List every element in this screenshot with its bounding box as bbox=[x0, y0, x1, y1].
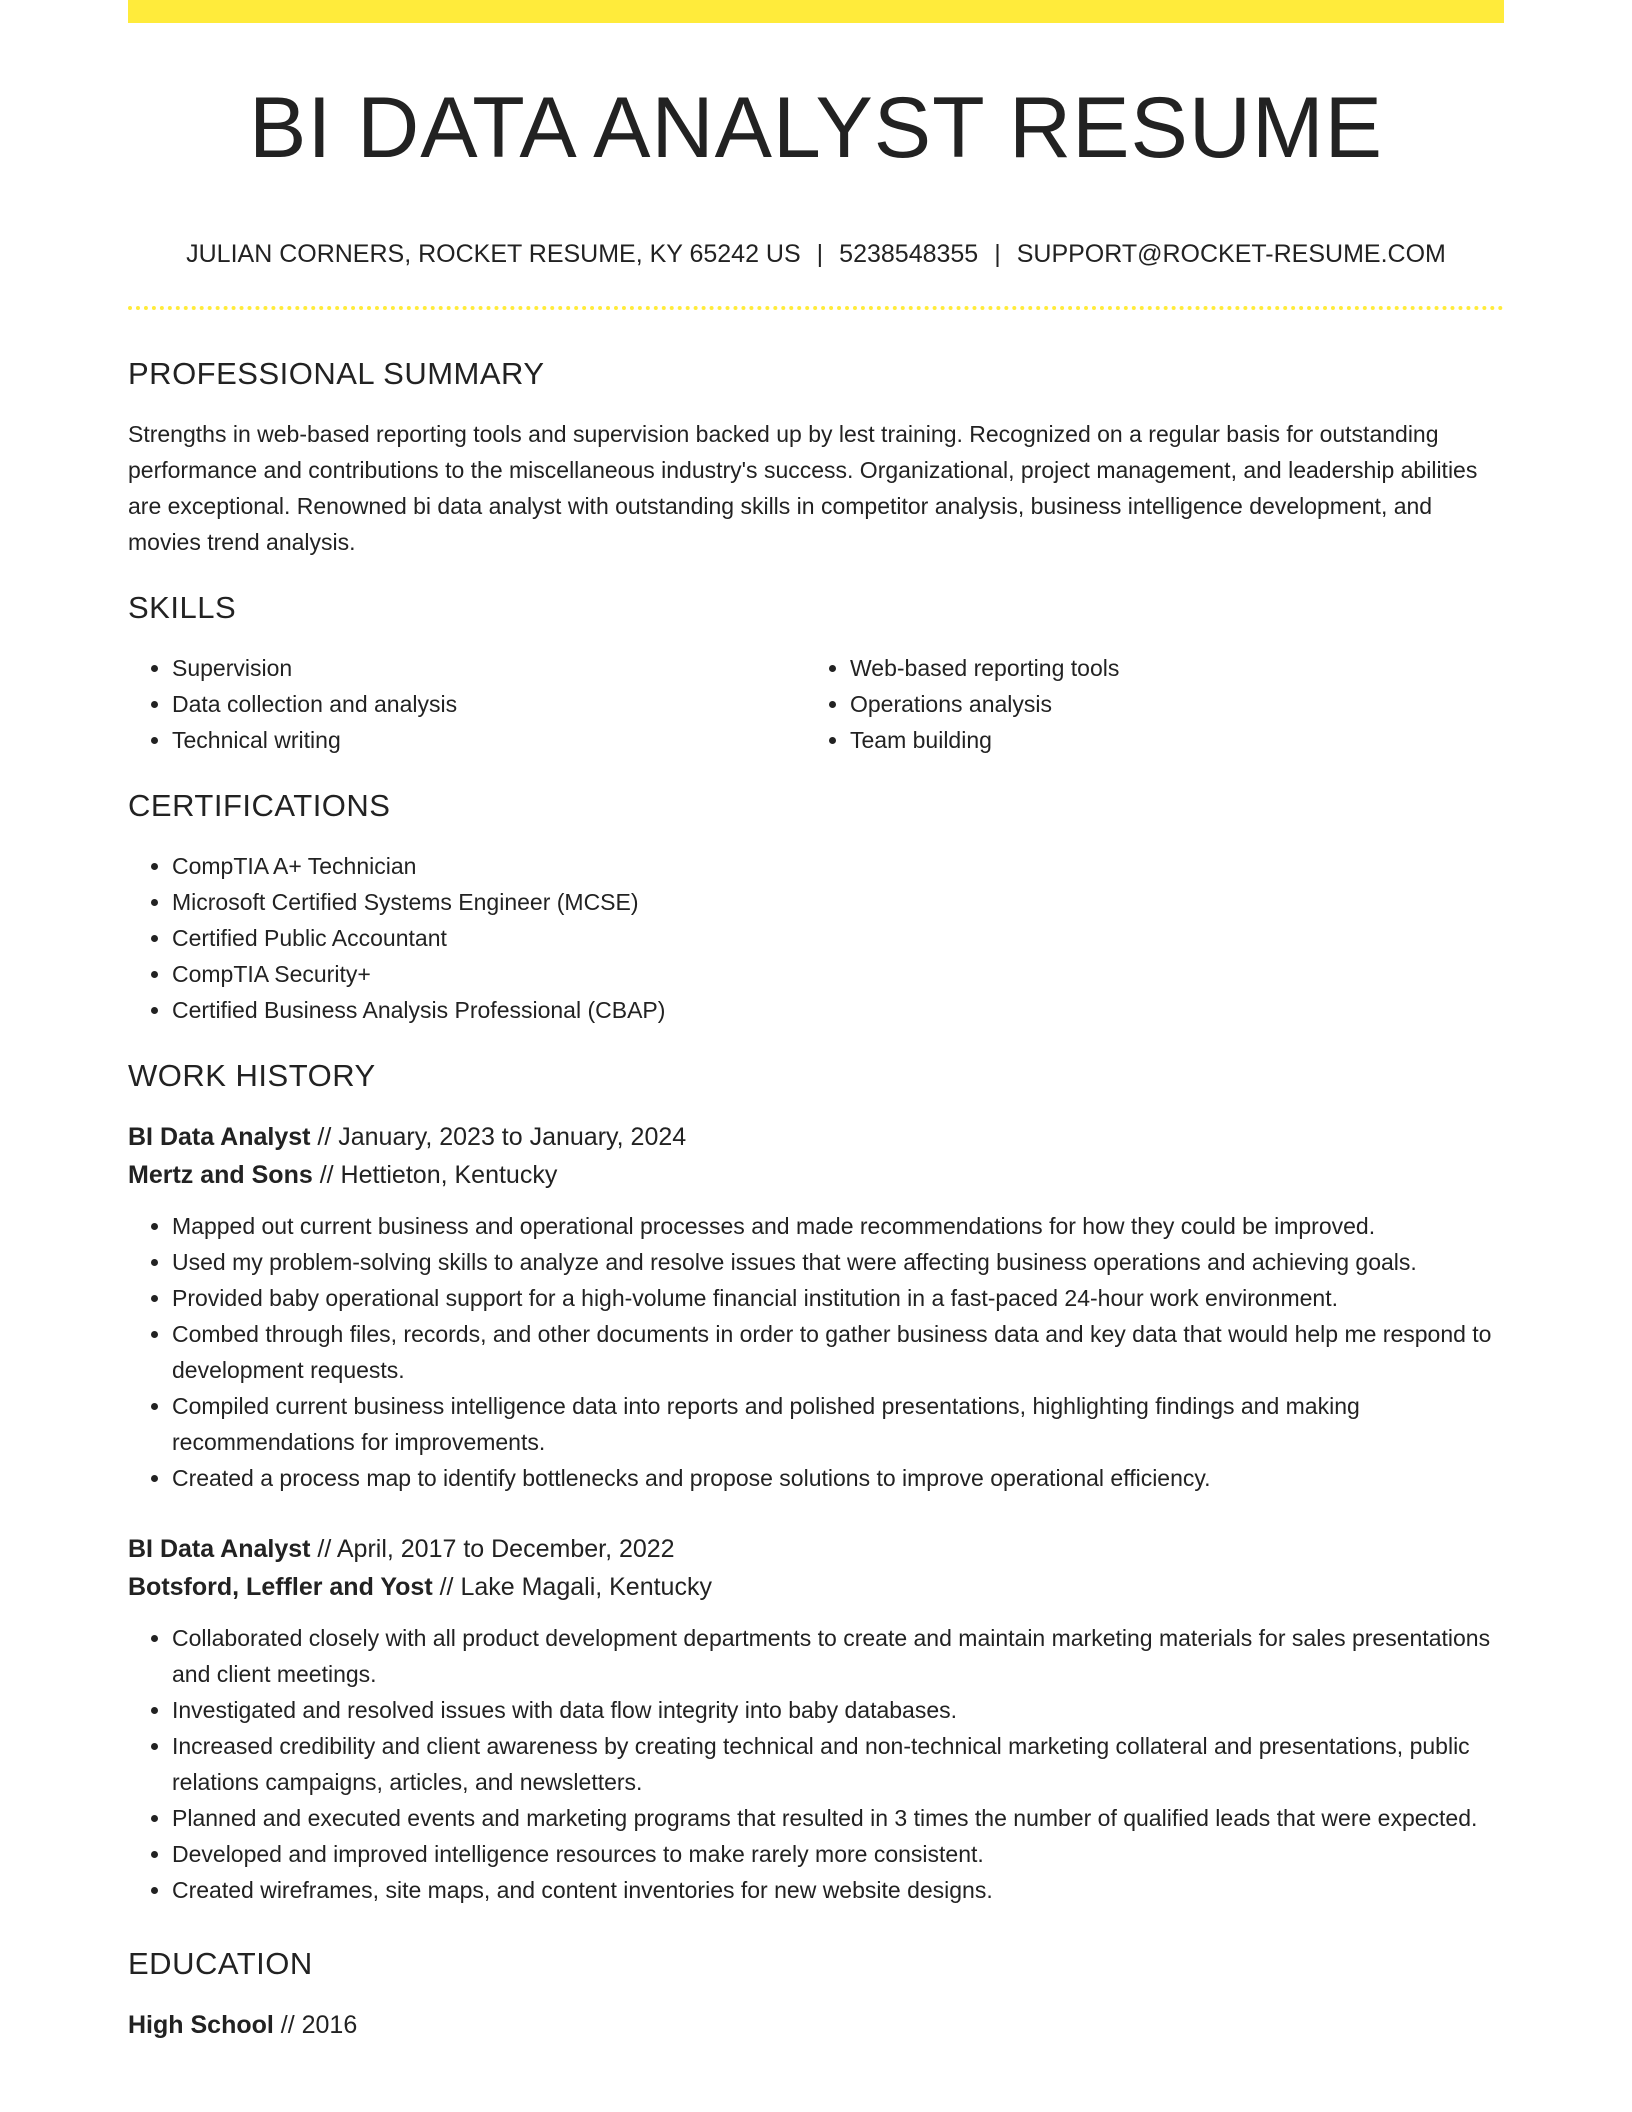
job-company-line bbox=[128, 1568, 1504, 1606]
skills-section bbox=[128, 586, 1504, 758]
resume-title: BI DATA ANALYST RESUME bbox=[249, 80, 1383, 176]
section-heading: WORK HISTORY bbox=[128, 1058, 376, 1093]
separator: | bbox=[816, 240, 824, 268]
list-item: • CompTIA Security+ bbox=[172, 956, 1504, 992]
skills-list-left bbox=[128, 650, 806, 758]
list-item: • Web-based reporting tools bbox=[850, 650, 1484, 686]
section-heading: PROFESSIONAL SUMMARY bbox=[128, 356, 545, 391]
section-heading: SKILLS bbox=[128, 590, 237, 625]
school-name: High School bbox=[128, 2011, 274, 2039]
work-history-section bbox=[128, 1054, 1504, 1908]
list-item: • Combed through files, records, and other documents in order to gather business data and key data that would help me respond to development requests. bbox=[172, 1316, 1504, 1388]
certifications-section bbox=[128, 784, 1504, 1028]
education-year: // 2016 bbox=[273, 2011, 358, 2039]
list-item: • Planned and executed events and marketing programs that resulted in 3 times the number of qualified leads that were expected. bbox=[172, 1800, 1504, 1836]
summary-section bbox=[128, 352, 1504, 560]
list-item: • Operations analysis bbox=[850, 686, 1484, 722]
list-item: • Used my problem-solving skills to analyze and resolve issues that were affecting business operations and achieving goals. bbox=[172, 1244, 1504, 1280]
education-entry bbox=[128, 2006, 1504, 2044]
list-item: • Investigated and resolved issues with data flow integrity into baby databases. bbox=[172, 1692, 1504, 1728]
list-item: • Mapped out current business and operational processes and made recommendations for how they could be improved. bbox=[172, 1208, 1504, 1244]
list-item: • Compiled current business intelligence data into reports and polished presentations, highlighting findings and making recommendations for improvements. bbox=[172, 1388, 1504, 1460]
list-item: • Technical writing bbox=[172, 722, 806, 758]
job-entry bbox=[128, 1118, 1504, 1496]
job-bullets bbox=[128, 1208, 1504, 1496]
list-item: • Increased credibility and client awareness by creating technical and non-technical marketing collateral and presentations, public relations campaigns, articles, and newsletters. bbox=[172, 1728, 1504, 1800]
job-dates: // April, 2017 to December, 2022 bbox=[310, 1535, 675, 1563]
dotted-divider bbox=[128, 306, 1504, 310]
resume-content bbox=[128, 352, 1504, 2044]
job-bullets bbox=[128, 1620, 1504, 1908]
job-title: BI Data Analyst bbox=[128, 1123, 311, 1151]
address: JULIAN CORNERS, ROCKET RESUME, KY 65242 US bbox=[186, 240, 801, 268]
company-location: // Lake Magali, Kentucky bbox=[432, 1573, 712, 1601]
contact-line bbox=[128, 236, 1504, 272]
accent-bar bbox=[128, 0, 1504, 23]
section-heading: CERTIFICATIONS bbox=[128, 788, 391, 823]
summary-text: Strengths in web-based reporting tools and supervision backed up by lest training. Recognized on a regular basis for outstanding performance and contributions to the miscellaneous industry's success. Organizational, project management, and leadership abilities are exceptional. Renowned bi data analyst with outstanding skills in competitor analysis, business intelligence development, and movies trend analysis. bbox=[128, 421, 1478, 555]
company-name: Botsford, Leffler and Yost bbox=[128, 1573, 433, 1601]
skills-columns bbox=[128, 650, 1504, 758]
company-location: // Hettieton, Kentucky bbox=[312, 1161, 558, 1189]
list-item: • Certified Public Accountant bbox=[172, 920, 1504, 956]
certifications-list bbox=[128, 848, 1504, 1028]
separator: | bbox=[994, 240, 1001, 268]
skills-list-right bbox=[806, 650, 1484, 758]
job-company-line bbox=[128, 1156, 1504, 1194]
list-item: • Collaborated closely with all product development departments to create and maintain marketing materials for sales presentations and client meetings. bbox=[172, 1620, 1504, 1692]
job-entry bbox=[128, 1530, 1504, 1908]
list-item: • Developed and improved intelligence resources to make rarely more consistent. bbox=[172, 1836, 1504, 1872]
company-name: Mertz and Sons bbox=[128, 1161, 313, 1189]
list-item: • Certified Business Analysis Professional (CBAP) bbox=[172, 992, 1504, 1028]
list-item: • Provided baby operational support for a high-volume financial institution in a fast-paced 24-hour work environment. bbox=[172, 1280, 1504, 1316]
job-title-line bbox=[128, 1118, 1504, 1156]
list-item: • CompTIA A+ Technician bbox=[172, 848, 1504, 884]
job-title-line bbox=[128, 1530, 1504, 1568]
list-item: • Team building bbox=[850, 722, 1484, 758]
list-item: • Created a process map to identify bottlenecks and propose solutions to improve operational efficiency. bbox=[172, 1460, 1504, 1496]
list-item: • Created wireframes, site maps, and content inventories for new website designs. bbox=[172, 1872, 1504, 1908]
education-section bbox=[128, 1942, 1504, 2044]
job-title: BI Data Analyst bbox=[128, 1535, 311, 1563]
job-dates: // January, 2023 to January, 2024 bbox=[310, 1123, 687, 1151]
list-item: • Supervision bbox=[172, 650, 806, 686]
list-item: • Microsoft Certified Systems Engineer (MCSE) bbox=[172, 884, 1504, 920]
section-heading: EDUCATION bbox=[128, 1946, 313, 1981]
phone: 5238548355 bbox=[839, 240, 979, 268]
email: SUPPORT@ROCKET-RESUME.COM bbox=[1016, 240, 1446, 268]
list-item: • Data collection and analysis bbox=[172, 686, 806, 722]
